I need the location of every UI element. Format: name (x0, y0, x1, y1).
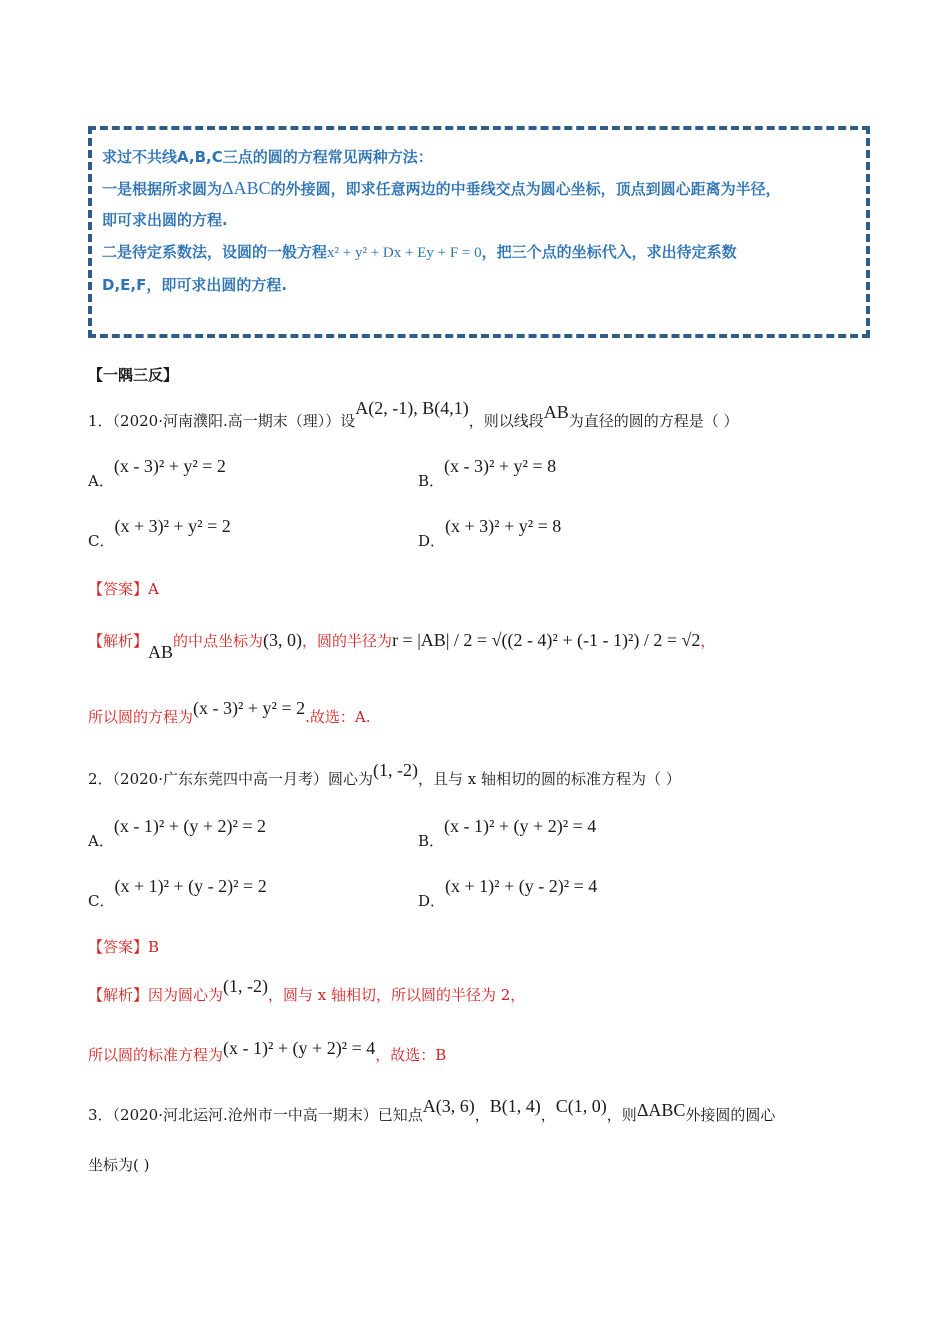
tip-line-3: 即可求出圆的方程. (102, 211, 228, 229)
section-title: 【一隅三反】 (88, 366, 179, 384)
question-3-stem: 3．（2020·河北运河.沧州市一中高一期末）已知点A(3, 6)，B(1, 4)，C(1, 0)，则ΔABC外接圆的圆心 (88, 1096, 776, 1124)
tip-line-1: 求过不共线A,B,C三点的圆的方程常见两种方法： (102, 148, 433, 166)
tip-line-2: 一是根据所求圆为ΔABC的外接圆，即求任意两边的中垂线交点为圆心坐标，顶点到圆心距离为半径， (102, 178, 781, 198)
triangle-abc-math: ΔABC (222, 178, 271, 198)
question-3-line-2: 坐标为( ) (88, 1156, 150, 1174)
general-circle-equation: x² + y² + Dx + Ey + F = 0 (327, 245, 482, 261)
tip-line-4: 二是待定系数法，设圆的一般方程x² + y² + Dx + Ey + F = 0，把三个点的坐标代入，求出待定系数 (102, 243, 737, 261)
q1-segment: AB (543, 402, 569, 422)
q2-option-d[interactable]: D．(x + 1)² + (y - 2)² = 4 (418, 876, 598, 910)
q1-analysis: 【解析】AB的中点坐标为(3, 0)，圆的半径为r = |AB| / 2 = √((2 - 4)² + (-1 - 1)²) / 2 = √2， (88, 630, 716, 662)
q2-option-b[interactable]: B．(x - 1)² + (y + 2)² = 4 (418, 816, 597, 850)
q1-option-d[interactable]: D．(x + 3)² + y² = 8 (418, 516, 562, 550)
question-2-stem: 2．（2020·广东东莞四中高一月考）圆心为(1, -2)，且与 x 轴相切的圆的标准方程为（ ） (88, 760, 681, 788)
q1-option-b[interactable]: B．(x - 3)² + y² = 8 (418, 456, 557, 490)
tip-line-5: D,E,F，即可求出圆的方程. (102, 276, 288, 294)
q3-triangle: ΔABC (636, 1100, 686, 1120)
q1-option-a[interactable]: A．(x - 3)² + y² = 2 (88, 456, 226, 490)
q1-analysis-ab: AB (148, 642, 174, 662)
q1-points: A(2, -1), B(4,1) (355, 398, 469, 418)
q1-radius-formula: r = |AB| / 2 = √((2 - 4)² + (-1 - 1)²) / 2 = √2 (392, 630, 701, 650)
q3-point-c: C(1, 0) (555, 1096, 607, 1116)
q1-conclusion: 所以圆的方程为(x - 3)² + y² = 2.故选：A. (88, 698, 371, 726)
q2-conclusion-equation: (x - 1)² + (y + 2)² = 4 (223, 1038, 376, 1058)
q3-point-b: B(1, 4) (489, 1096, 541, 1116)
q2-answer: 【答案】B (88, 938, 160, 956)
q1-conclusion-equation: (x - 3)² + y² = 2 (193, 698, 306, 718)
q3-point-a: A(3, 6) (422, 1096, 475, 1116)
question-1-stem: 1．（2020·河南濮阳.高一期末（理））设A(2, -1), B(4,1)，则以线段AB为直径的圆的方程是（ ） (88, 398, 739, 430)
q1-midpoint: (3, 0) (263, 630, 303, 650)
q2-conclusion: 所以圆的标准方程为(x - 1)² + (y + 2)² = 4，故选：B (88, 1038, 447, 1064)
q2-analysis: 【解析】因为圆心为(1, -2)，圆与 x 轴相切，所以圆的半径为 2， (88, 976, 526, 1004)
q2-option-a[interactable]: A．(x - 1)² + (y + 2)² = 2 (88, 816, 267, 850)
q2-analysis-center: (1, -2) (223, 976, 268, 996)
q2-center: (1, -2) (373, 760, 418, 780)
q1-option-c[interactable]: C．(x + 3)² + y² = 2 (88, 516, 231, 550)
q2-option-c[interactable]: C．(x + 1)² + (y - 2)² = 2 (88, 876, 267, 910)
q1-answer: 【答案】A (88, 580, 159, 598)
